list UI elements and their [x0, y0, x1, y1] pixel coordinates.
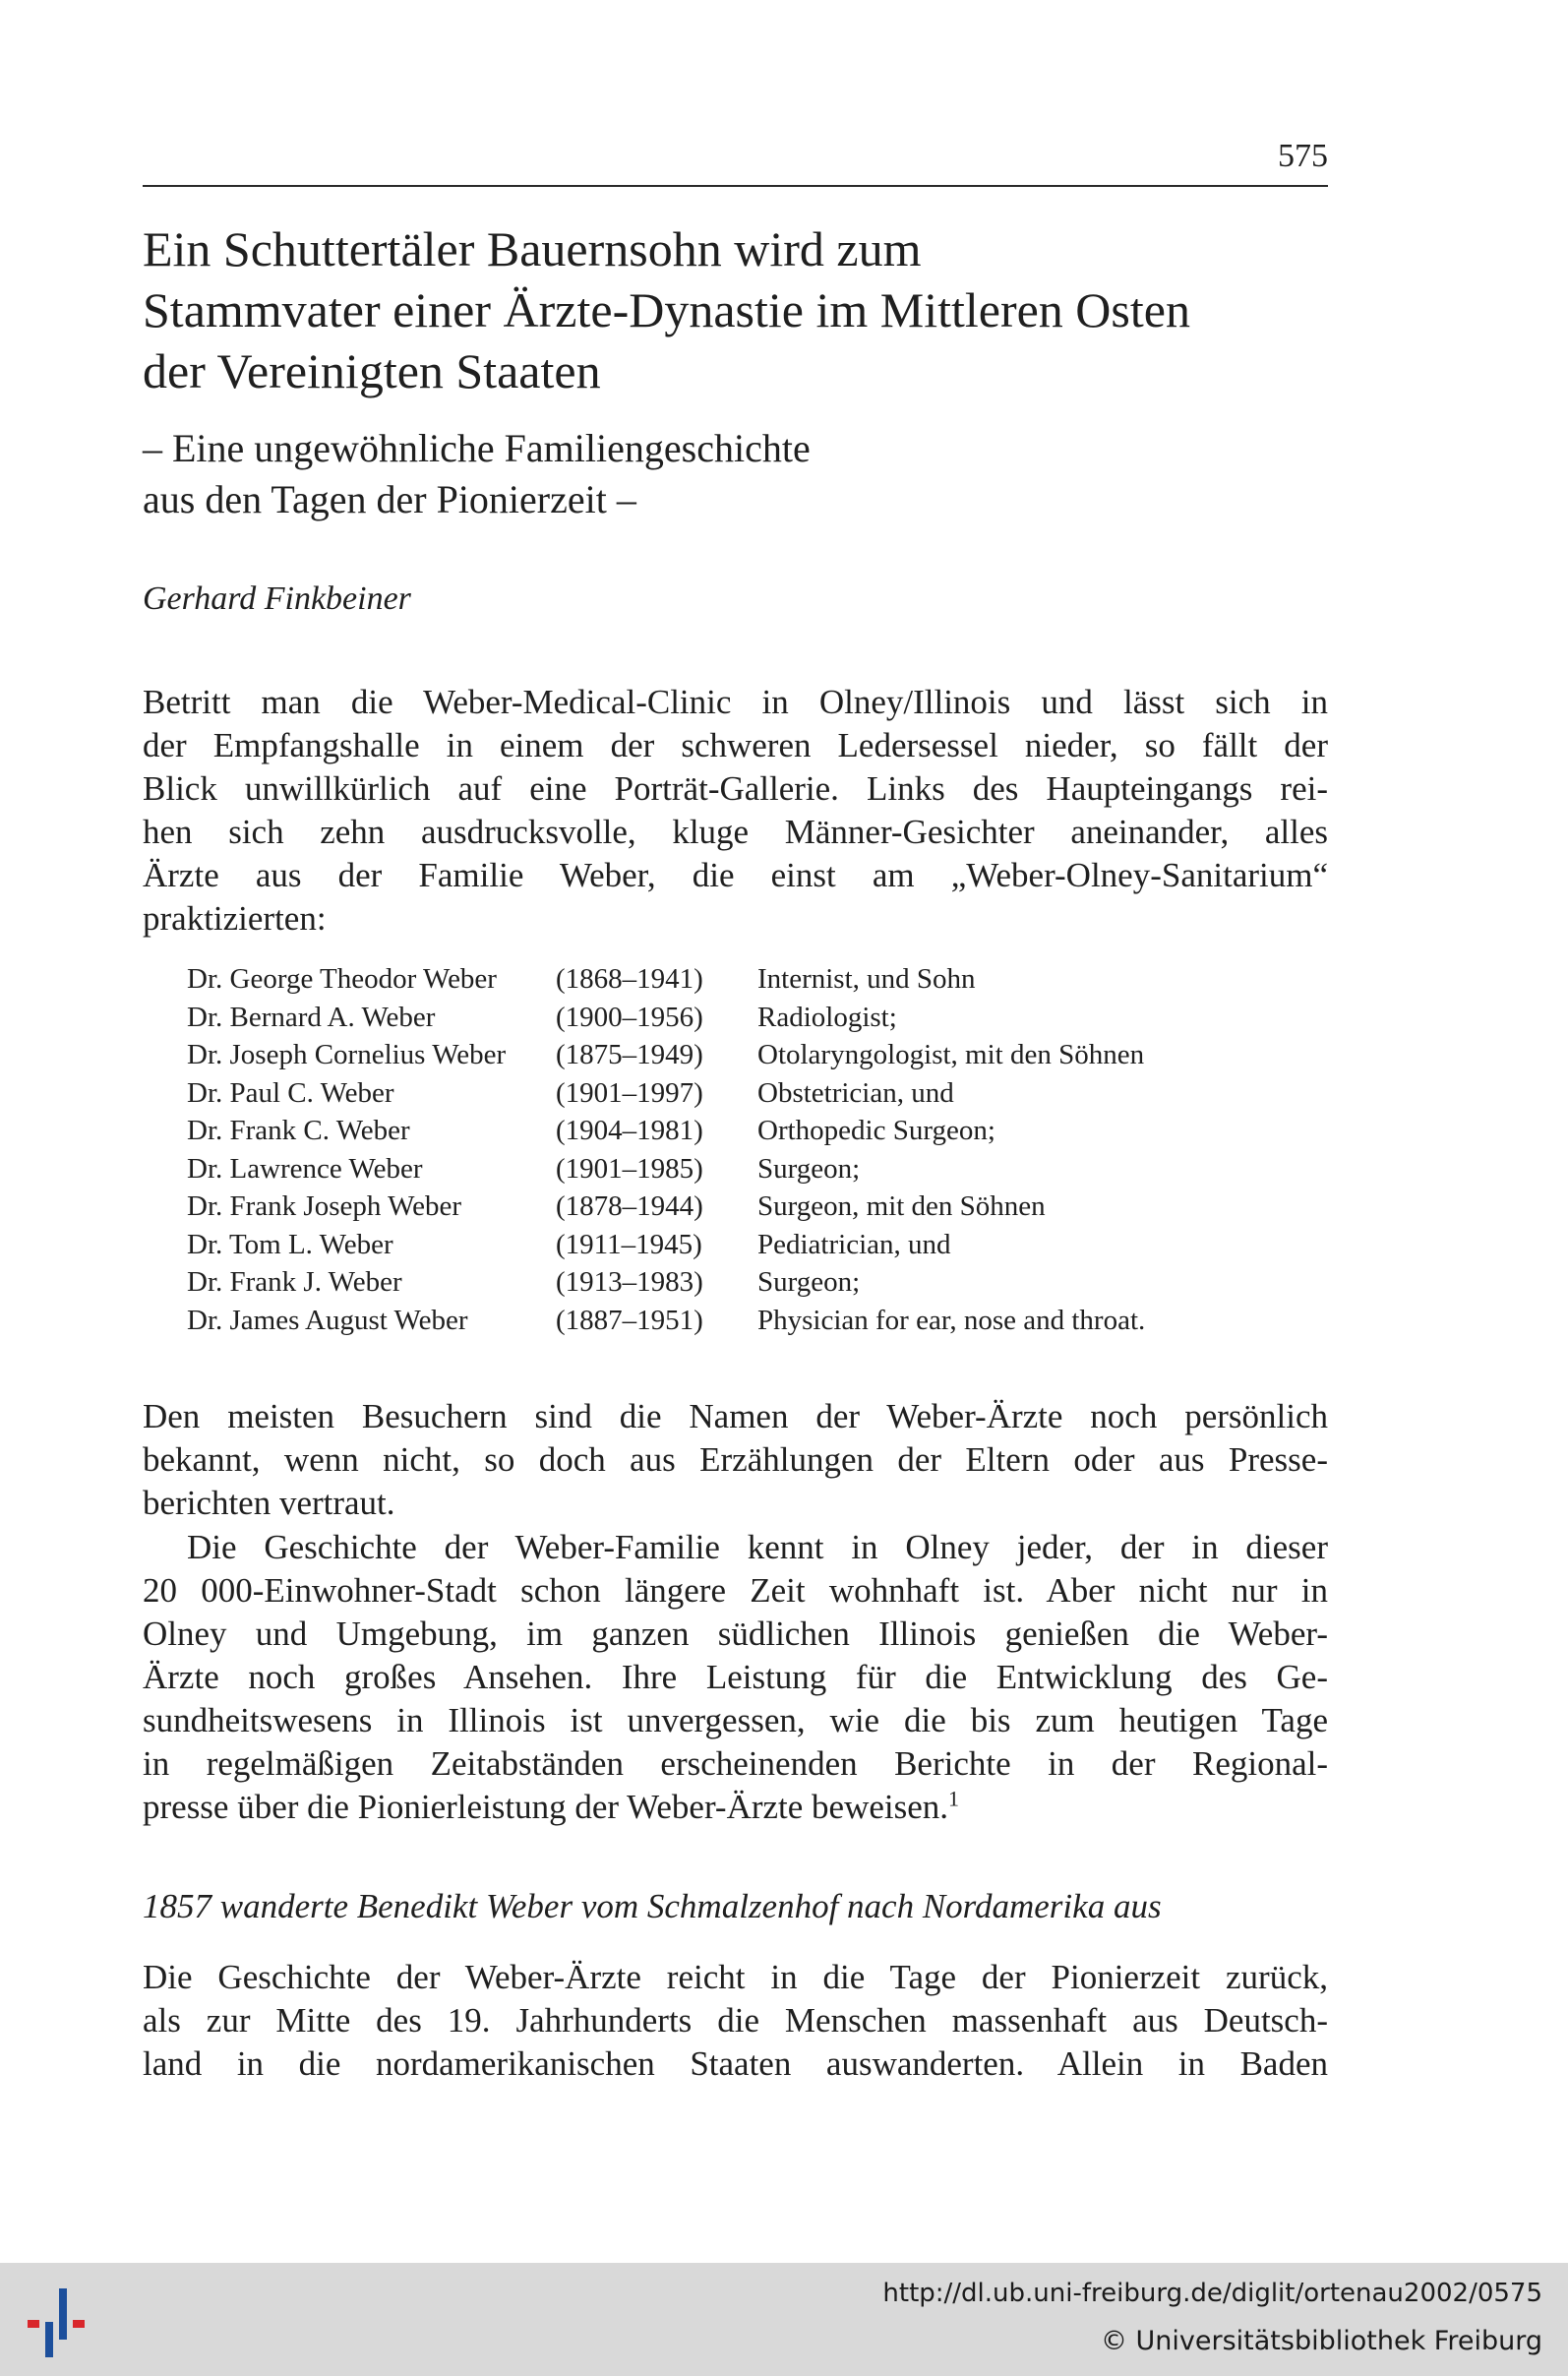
doctor-row — [187, 960, 1145, 999]
footer-copyright: © Universitätsbibliothek Freiburg — [1100, 2326, 1542, 2356]
article-subtitle — [143, 423, 1323, 525]
title-line: der Vereinigten Staaten — [143, 343, 601, 398]
doctor-years: (1904–1981) — [556, 1115, 703, 1146]
doctor-role: Radiologist; — [757, 1001, 897, 1033]
author: Gerhard Finkbeiner — [143, 580, 411, 617]
text-line: in regelmäßigen Zeitabständen erscheinenden Berichte in der Regional- — [143, 1744, 1328, 1783]
doctor-years: (1911–1945) — [556, 1228, 702, 1260]
doctor-role: Surgeon; — [757, 1266, 861, 1298]
text-line: sundheitswesens in Illinois ist unvergessen, wie die bis zum heutigen Tage — [143, 1701, 1328, 1739]
text-line: 20 000-Einwohner-Stadt schon längere Zeit wohnhaft ist. Aber nicht nur in — [143, 1571, 1328, 1610]
text-line: der Empfangshalle in einem der schweren Ledersessel nieder, so fällt der — [143, 726, 1328, 764]
paragraph-history — [143, 1526, 1328, 1829]
text-line: Die Geschichte der Weber-Ärzte reicht in die Tage der Pionierzeit zurück, — [143, 1958, 1328, 1996]
text-line: Betritt man die Weber-Medical-Clinic in Olney/Illinois und lässt sich in — [143, 683, 1328, 721]
title-line: Stammvater einer Ärzte-Dynastie im Mittleren Osten — [143, 282, 1190, 337]
doctor-name: Dr. Joseph Cornelius Weber — [187, 1039, 507, 1070]
doctor-role: Surgeon, mit den Söhnen — [757, 1190, 1046, 1222]
doctor-role: Internist, und Sohn — [757, 963, 976, 995]
text-line: als zur Mitte des 19. Jahrhunderts die Menschen massenhaft aus Deutsch- — [143, 2001, 1328, 2040]
doctor-name: Dr. Frank Joseph Weber — [187, 1190, 462, 1222]
text-line: Ärzte noch großes Ansehen. Ihre Leistung für die Entwicklung des Ge- — [143, 1658, 1328, 1696]
doctor-name: Dr. James August Weber — [187, 1304, 468, 1336]
doctor-name: Dr. Bernard A. Weber — [187, 1001, 436, 1033]
library-footer — [0, 2263, 1568, 2376]
doctor-row — [187, 1112, 1145, 1150]
doctor-name: Dr. George Theodor Weber — [187, 963, 497, 995]
text-line-content: presse über die Pionierleistung der Weber-Ärzte beweisen. — [143, 1788, 949, 1826]
doctor-row — [187, 1226, 1145, 1264]
doctor-name: Dr. Frank J. Weber — [187, 1266, 402, 1298]
paragraph-emigration — [143, 1956, 1328, 2086]
footer-url[interactable]: http://dl.ub.uni-freiburg.de/diglit/ortenau2002/0575 — [882, 2279, 1542, 2308]
text-line: Blick unwillkürlich auf eine Porträt-Gallerie. Links des Haupteingangs rei- — [143, 769, 1328, 808]
text-line: berichten vertraut. — [143, 1484, 395, 1522]
doctor-name: Dr. Frank C. Weber — [187, 1115, 410, 1146]
doctor-role: Otolaryngologist, mit den Söhnen — [757, 1039, 1145, 1070]
doctor-years: (1878–1944) — [556, 1190, 703, 1222]
paragraph-visitors — [143, 1395, 1328, 1525]
doctor-years: (1875–1949) — [556, 1039, 703, 1070]
text-line: Die Geschichte der Weber-Familie kennt in Olney jeder, der in dieser — [187, 1528, 1328, 1566]
text-line: Olney und Umgebung, im ganzen südlichen Illinois genießen die Weber- — [143, 1614, 1328, 1653]
doctor-row — [187, 1074, 1145, 1113]
doctor-row — [187, 1188, 1145, 1226]
doctors-list-body — [187, 960, 1145, 1339]
subtitle-line: aus den Tagen der Pionierzeit – — [143, 477, 636, 521]
header-rule — [143, 185, 1328, 187]
doctor-years: (1901–1997) — [556, 1076, 703, 1109]
doctor-role: Physician for ear, nose and throat. — [757, 1304, 1146, 1336]
text-line: land in die nordamerikanischen Staaten auswanderten. Allein in Baden — [143, 2044, 1328, 2083]
doctors-list — [187, 960, 1145, 1339]
doctor-row — [187, 1302, 1145, 1340]
subtitle-line: – Eine ungewöhnliche Familiengeschichte — [143, 426, 811, 470]
doctor-row — [187, 1036, 1145, 1074]
section-heading: 1857 wanderte Benedikt Weber vom Schmalzenhof nach Nordamerika aus — [143, 1887, 1162, 1925]
doctor-name: Dr. Tom L. Weber — [187, 1228, 393, 1260]
footnote-marker[interactable]: 1 — [948, 1786, 960, 1811]
text-line — [143, 1786, 1328, 1829]
doctor-years: (1887–1951) — [556, 1304, 703, 1336]
text-line: praktizierten: — [143, 899, 327, 938]
title-line: Ein Schuttertäler Bauernsohn wird zum — [143, 221, 922, 276]
text-line: hen sich zehn ausdrucksvolle, kluge Männer-Gesichter aneinander, alles — [143, 813, 1328, 851]
doctor-years: (1901–1985) — [556, 1152, 703, 1185]
doctor-role: Surgeon; — [757, 1152, 861, 1185]
doctor-role: Orthopedic Surgeon; — [757, 1115, 995, 1146]
doctor-name: Dr. Paul C. Weber — [187, 1076, 394, 1109]
text-line: bekannt, wenn nicht, so doch aus Erzählungen der Eltern oder aus Presse- — [143, 1440, 1328, 1479]
doctor-years: (1868–1941) — [556, 963, 703, 995]
doctor-row — [187, 1150, 1145, 1188]
text-line: Ärzte aus der Familie Weber, die einst am „Weber-Olney-Sanitarium“ — [143, 856, 1328, 894]
doctor-name: Dr. Lawrence Weber — [187, 1152, 423, 1185]
doctor-row — [187, 1263, 1145, 1302]
paragraph-intro — [143, 681, 1328, 941]
text-line: Den meisten Besuchern sind die Namen der Weber-Ärzte noch persönlich — [143, 1397, 1328, 1435]
ub-freiburg-logo-icon[interactable] — [22, 2283, 100, 2361]
doctor-years: (1900–1956) — [556, 1001, 703, 1033]
page-number: 575 — [1278, 138, 1328, 174]
article-title — [143, 218, 1343, 401]
doctor-role: Pediatrician, und — [757, 1228, 951, 1260]
doctor-years: (1913–1983) — [556, 1266, 703, 1298]
doctor-role: Obstetrician, und — [757, 1076, 954, 1109]
doctor-row — [187, 999, 1145, 1037]
